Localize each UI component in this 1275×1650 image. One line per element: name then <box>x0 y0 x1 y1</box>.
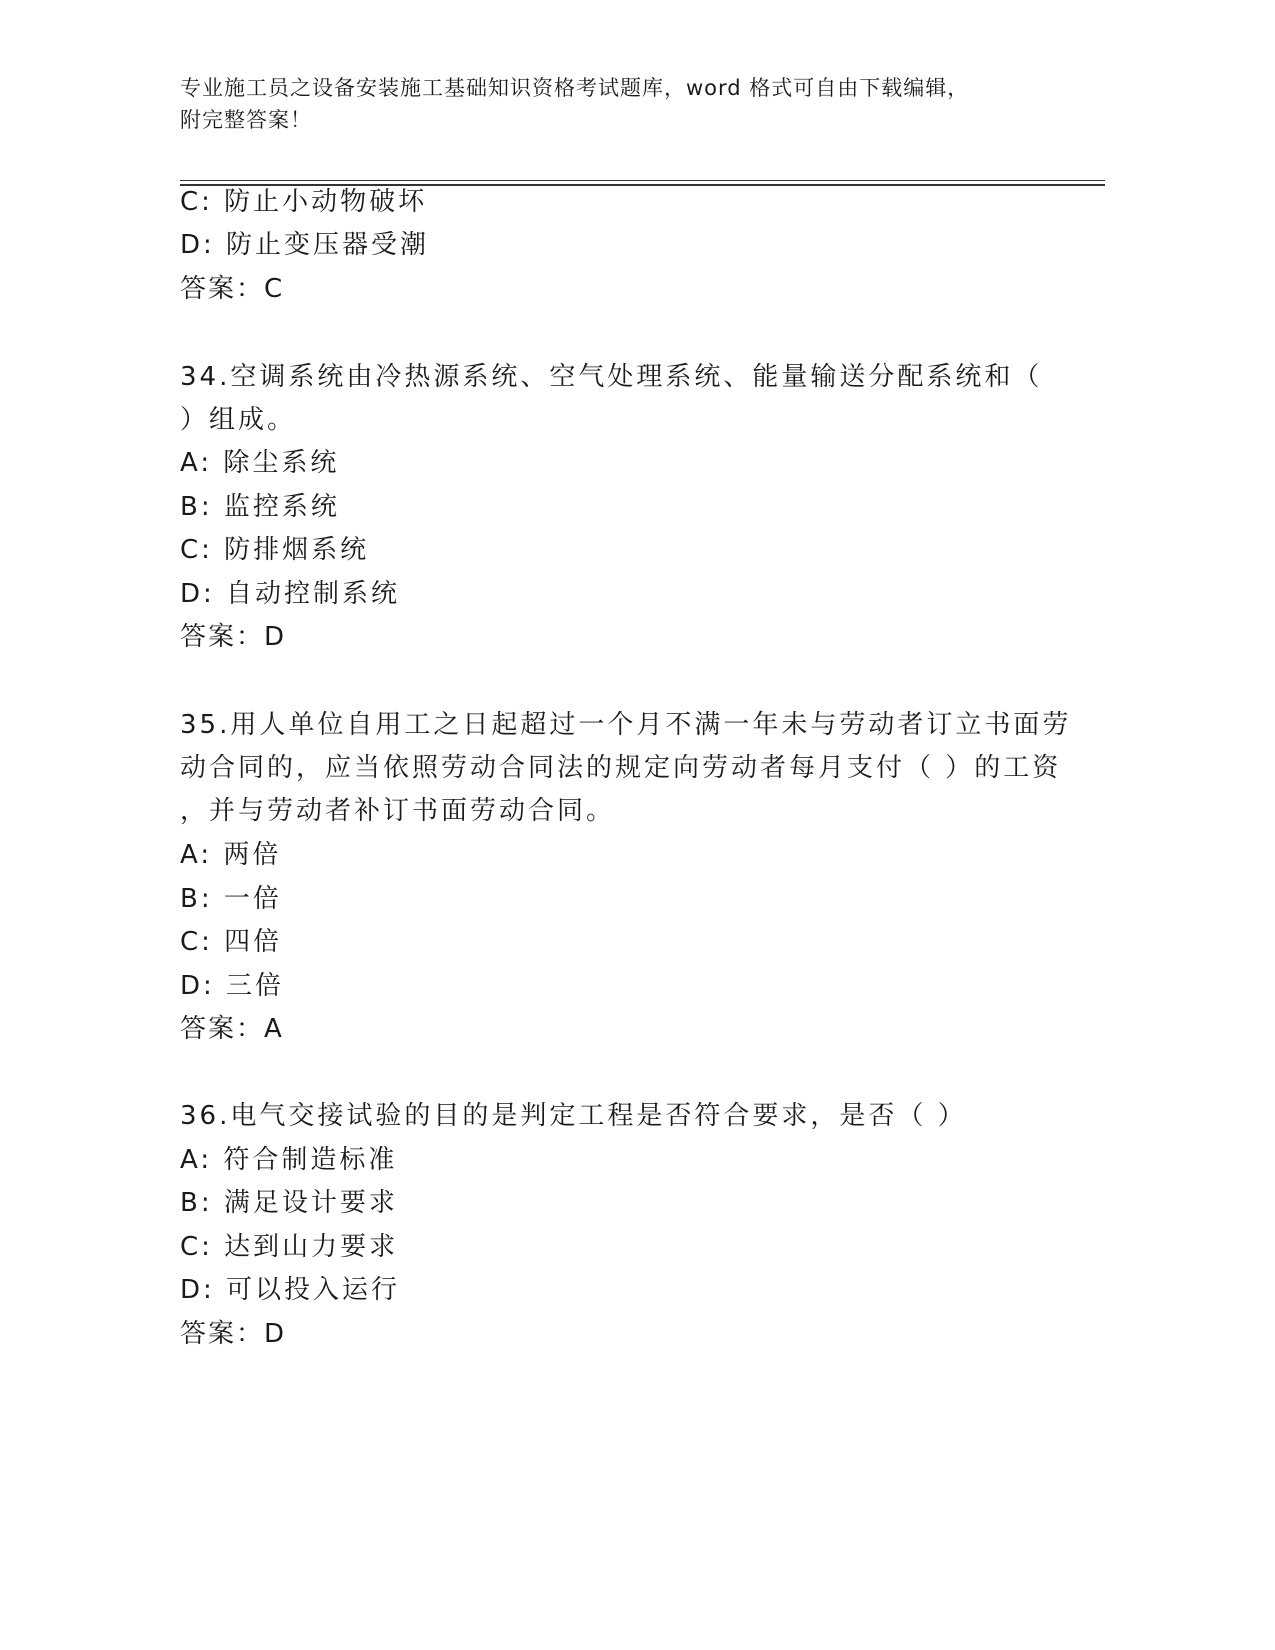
question-stem-line-2: 动合同的，应当依照劳动合同法的规定向劳动者每月支付（ ）的工资 <box>180 753 1062 783</box>
question-stem-line-2: ）组成。 <box>180 405 297 435</box>
option-c: C: 防排烟系统 <box>180 535 370 565</box>
option-a: A: 符合制造标准 <box>180 1145 398 1175</box>
answer: 答案：C <box>180 274 285 304</box>
option-a: A: 除尘系统 <box>180 448 340 478</box>
header-line-1: 专业施工员之设备安装施工基础知识资格考试题库，word 格式可自由下载编辑， <box>180 76 970 100</box>
option-b: B: 一倍 <box>180 884 282 914</box>
question-stem-line-1: 36.电气交接试验的目的是判定工程是否符合要求，是否（ ） <box>180 1101 967 1131</box>
document-header <box>180 72 1060 136</box>
answer: 答案：D <box>180 622 287 652</box>
option-d: D: 三倍 <box>180 971 285 1001</box>
question-stem-line-1: 34.空调系统由冷热源系统、空气处理系统、能量输送分配系统和（ <box>180 362 1043 392</box>
header-line-2: 附完整答案！ <box>180 108 312 132</box>
option-b: B: 满足设计要求 <box>180 1188 398 1218</box>
option-c: C: 达到山力要求 <box>180 1232 399 1262</box>
option-d: D: 自动控制系统 <box>180 579 401 609</box>
answer: 答案：D <box>180 1319 287 1349</box>
header-divider-thin <box>180 180 1105 181</box>
answer: 答案：A <box>180 1014 284 1044</box>
option-d: D: 可以投入运行 <box>180 1275 401 1305</box>
option-c: C: 四倍 <box>180 927 283 957</box>
option-a: A: 两倍 <box>180 840 282 870</box>
option-b: B: 监控系统 <box>180 492 340 522</box>
question-stem-line-1: 35.用人单位自用工之日起超过一个月不满一年未与劳动者订立书面劳 <box>180 710 1072 740</box>
question-stem-line-3: ，并与劳动者补订书面劳动合同。 <box>180 796 616 826</box>
option-c: C: 防止小动物破坏 <box>180 187 428 217</box>
option-d: D: 防止变压器受潮 <box>180 230 430 260</box>
